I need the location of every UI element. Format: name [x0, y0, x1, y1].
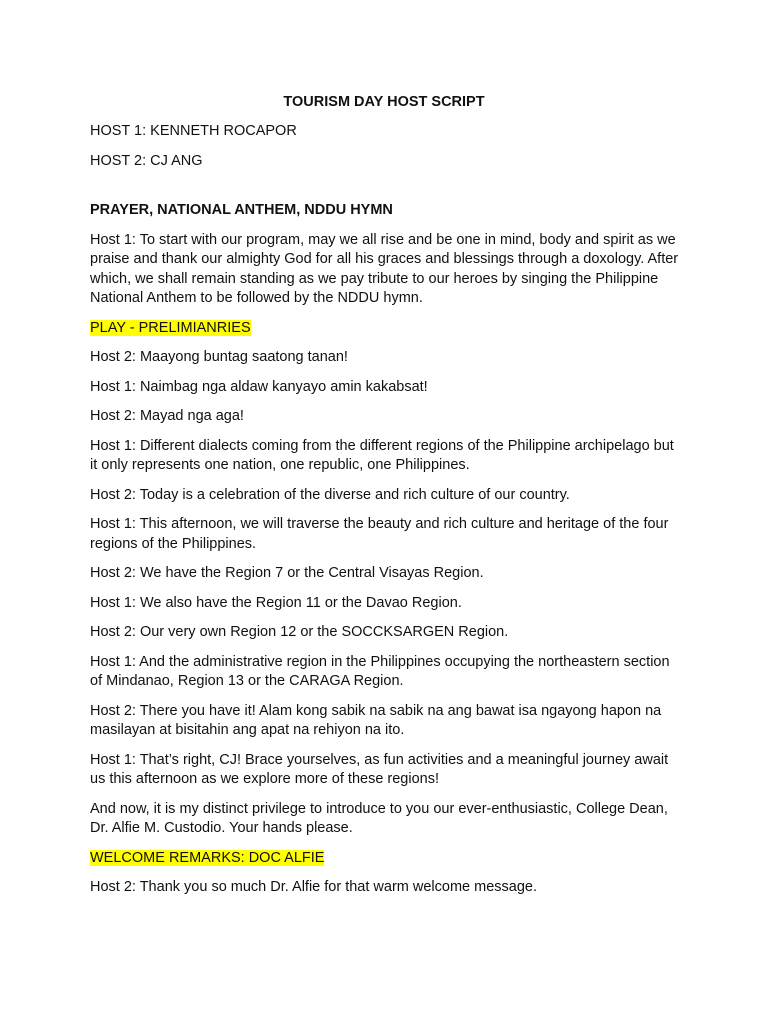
- paragraph-four-regions: Host 1: This afternoon, we will traverse the beauty and rich culture and heritage of the four regions of the Philippines.: [90, 516, 669, 552]
- highlight-text: PLAY - PRELIMIANRIES: [90, 319, 251, 336]
- paragraph-dialects: Host 1: Different dialects coming from the different regions of the Philippine archipelago but it only represents one nation, one republic, one Philippines.: [90, 437, 674, 473]
- paragraph-there-you-have-it: Host 2: There you have it! Alam kong sabik na sabik na ang bawat isa ngayong hapon na masilayan at bisitahin ang apat na rehiyon na ito.: [90, 702, 662, 738]
- paragraph-introduce-dean: And now, it is my distinct privilege to introduce to you our ever-enthusiastic, College Dean, Dr. Alfie M. Custodio. Your hands please.: [90, 800, 668, 836]
- paragraph-greeting-3: Host 2: Mayad nga aga!: [90, 408, 244, 424]
- paragraph-greeting-2: Host 1: Naimbag nga aldaw kanyayo amin kakabsat!: [90, 378, 428, 395]
- paragraph-thank-you: Host 2: Thank you so much Dr. Alfie for that warm welcome message.: [90, 879, 538, 895]
- paragraph-greeting-1: Host 2: Maayong buntag saatong tanan!: [90, 349, 348, 365]
- highlight-text: WELCOME REMARKS: DOC ALFIE: [90, 849, 325, 866]
- paragraph-region-12: Host 2: Our very own Region 12 or the SOCCKSARGEN Region.: [90, 624, 509, 640]
- host-2-name: HOST 2: CJ ANG: [90, 153, 203, 169]
- cue-play-preliminaries: [90, 319, 680, 339]
- section-heading-prayer: PRAYER, NATIONAL ANTHEM, NDDU HYMN: [90, 201, 393, 218]
- paragraph-region-7: Host 2: We have the Region 7 or the Central Visayas Region.: [90, 565, 484, 581]
- paragraph-region-11: Host 1: We also have the Region 11 or the Davao Region.: [90, 594, 462, 611]
- host-1-name: HOST 1: KENNETH ROCAPOR: [90, 123, 297, 139]
- document-title: TOURISM DAY HOST SCRIPT: [283, 94, 485, 110]
- paragraph-region-13: Host 1: And the administrative region in the Philippines occupying the northeastern section of Mindanao, Region 13 or the CARAGA Region.: [90, 653, 670, 689]
- paragraph-opening-prayer: Host 1: To start with our program, may we all rise and be one in mind, body and spirit as we praise and thank our almighty God for all his graces and blessings through a doxology. After which, we shall remain standing as we pay tribute to our heroes by singing the Philippine National Anthem to be followed by the NDDU hymn.: [90, 231, 679, 306]
- paragraph-celebration: Host 2: Today is a celebration of the diverse and rich culture of our country.: [90, 486, 570, 503]
- paragraph-brace-yourselves: Host 1: That’s right, CJ! Brace yourselves, as fun activities and a meaningful journey await us this afternoon as we explore more of these regions!: [90, 751, 669, 787]
- cue-welcome-remarks: [90, 849, 680, 869]
